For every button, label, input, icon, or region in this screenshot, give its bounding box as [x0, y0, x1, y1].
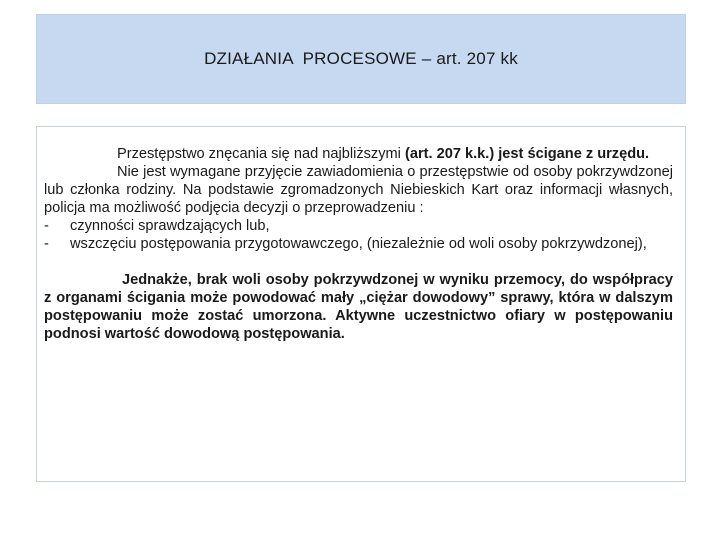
paragraph-evidence: Jednakże, brak woli osoby pokrzywdzonej w wyniku przemocy, do współpracy z organami ścigania może powodować mały „ciężar dowodowy” sprawy, która w dalszym postępowaniu może zostać umorzona. Aktywne uczestnictwo ofiary w postępowaniu podnosi wartość dowodową postępowania.	[44, 272, 673, 342]
paragraph-prosecution-text: Przestępstwo znęcania się nad najbliższymi	[117, 146, 405, 162]
content-box	[36, 126, 686, 482]
spacer	[44, 253, 673, 271]
list-dash: -	[44, 218, 49, 234]
actions-list	[44, 217, 673, 253]
list-item-text: wszczęciu postępowania przygotowawczego, (niezależnie od woli osoby pokrzywdzonej),	[70, 236, 647, 252]
paragraph-prosecution	[44, 145, 673, 163]
list-dash: -	[44, 236, 49, 252]
slide-title: DZIAŁANIA PROCESOWE – art. 207 kk	[204, 49, 518, 68]
title-banner	[36, 14, 686, 104]
list-item	[44, 235, 673, 253]
list-item	[44, 217, 673, 235]
list-item-text: czynności sprawdzających lub,	[70, 218, 270, 234]
paragraph-no-notification: Nie jest wymagane przyjęcie zawiadomienia o przestępstwie od osoby pokrzywdzonej lub członka rodziny. Na podstawie zgromadzonych Niebieskich Kart oraz informacji własnych, policja ma możliwość podjęcia decyzji o przeprowadzeniu :	[44, 164, 673, 216]
paragraph-prosecution-bold: (art. 207 k.k.) jest ścigane z urzędu.	[404, 146, 650, 162]
